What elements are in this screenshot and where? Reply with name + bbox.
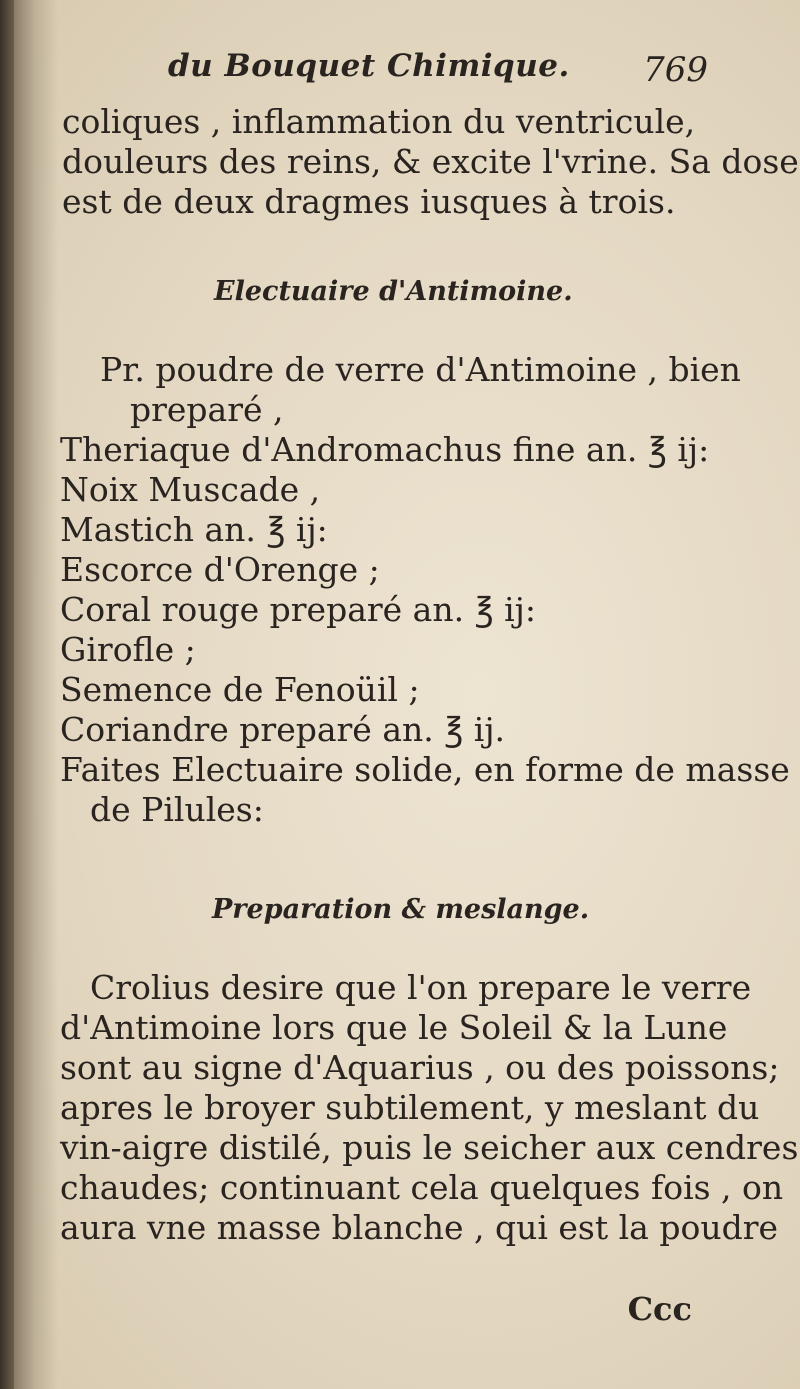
section-heading-preparation: Preparation & meslange. [212,894,590,925]
text-line: d'Antimoine lors que le Soleil & la Lune [60,1008,728,1047]
text-line: douleurs des reins, & excite l'vrine. Sa dose [62,142,799,181]
text-line: sont au signe d'Aquarius , ou des poissons; [60,1048,780,1087]
recipe-line: Coral rouge preparé an. ℥ ij: [60,590,537,629]
text-line: chaudes; continuant cela quelques fois , on [60,1168,784,1207]
recipe-list [60,350,790,830]
recipe-line: Faites Electuaire solide, en forme de masse [60,750,790,789]
running-head: du Bouquet Chimique. [168,48,570,84]
recipe-line: de Pilules: [90,790,264,829]
text-line: apres le broyer subtilement, y meslant du [60,1088,760,1127]
text-line: aura vne masse blanche , qui est la poudre [60,1208,779,1247]
recipe-line: Pr. poudre de verre d'Antimoine , bien [100,350,741,389]
text-line: Crolius desire que l'on prepare le verre [90,968,752,1007]
page-number: 769 [643,50,708,90]
text-line: est de deux dragmes iusques à trois. [62,182,676,221]
recipe-line: Escorce d'Orenge ; [60,550,380,589]
recipe-line: Girofle ; [60,630,196,669]
binding-edge [0,0,14,1389]
recipe-line: Noix Muscade , [60,470,321,509]
text-line: vin-aigre distilé, puis le seicher aux cendres [60,1128,799,1167]
page-header [168,48,708,98]
recipe-line: Mastich an. ℥ ij: [60,510,328,549]
paragraph-1 [60,102,799,222]
paragraph-2 [60,968,799,1248]
recipe-line: Coriandre preparé an. ℥ ij. [60,710,506,749]
recipe-line: Theriaque d'Andromachus fine an. ℥ ij: [60,430,710,469]
section-heading-electuaire: Electuaire d'Antimoine. [214,276,573,307]
recipe-line: preparé , [130,390,284,429]
catchword: Ccc [627,1290,692,1328]
recipe-line: Semence de Fenoüil ; [60,670,420,709]
text-line: coliques , inflammation du ventricule, [62,102,696,141]
